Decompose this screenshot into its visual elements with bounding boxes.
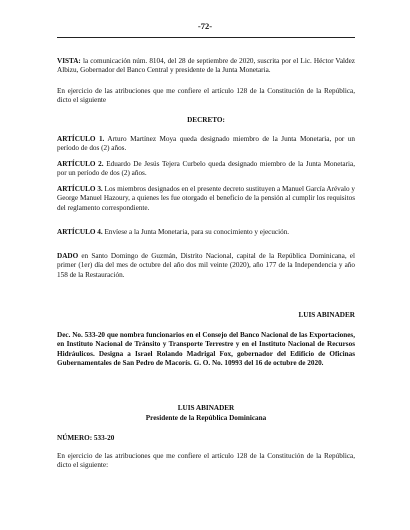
closing-intro-paragraph: En ejercicio de las atribuciones que me confiere el artículo 128 de la Constitución de la República, dicto el siguiente: [57, 452, 355, 470]
decree-summary: Dec. No. 533-20 que nombra funcionarios en el Consejo del Banco Nacional de las Exportaciones, en Instituto Nacional de Tránsito y Transporte Terrestre y en el Instituto Nacional de Recursos Hidráulicos. Designa a Israel Rolando Madrigal Fox, gobernador del Edificio de Oficinas Gubernamentales de San Pedro de Macorís. G. O. No. 10993 del 16 de octubre de 2020. [57, 331, 355, 368]
signature-block-name: LUIS ABINADER [177, 404, 235, 412]
article-text: Arturo Martínez Moya queda designado miembro de la Junta Monetaria, por un período de dos (2) años. [57, 135, 355, 153]
article-4 [57, 228, 355, 237]
article-label: ARTÍCULO 2. [57, 160, 104, 168]
article-1 [57, 135, 355, 154]
signature-name: LUIS ABINADER [298, 311, 355, 319]
article-label: ARTÍCULO 4. [57, 228, 103, 236]
intro-paragraph: En ejercicio de las atribuciones que me confiere el artículo 128 de la Constitución de la República, dicto el siguiente [57, 87, 355, 105]
page-number: -72- [197, 21, 213, 31]
vista-label: VISTA: [57, 57, 81, 65]
vista-text: la comunicación núm. 8104, del 28 de septiembre de 2020, suscrita por el Lic. Héctor Valdez Albizu, Gobernador del Banco Central y presidente de la Junta Monetaria. [57, 57, 355, 75]
dado-label: DADO [57, 252, 79, 260]
article-text: Envíese a la Junta Monetaria, para su conocimiento y ejecución. [102, 228, 290, 236]
article-label: ARTÍCULO 3. [57, 185, 103, 193]
article-text: Eduardo De Jesús Tejera Curbelo queda designado miembro de la Junta Monetaria, por un período de dos (2) años. [57, 160, 355, 178]
decree-number: NÚMERO: 533-20 [57, 434, 115, 442]
decreto-heading: DECRETO: [187, 116, 225, 124]
article-3 [57, 185, 355, 213]
vista-paragraph [57, 57, 355, 76]
article-text: Los miembros designados en el presente decreto sustituyen a Manuel García Arévalo y George Manuel Hazoury, a quienes les fue otorgado el beneficio de la pensión al cumplir los requisitos del reglamento correspondiente. [57, 185, 355, 212]
dado-text: en Santo Domingo de Guzmán, Distrito Nacional, capital de la República Dominicana, el primer (1er) día del mes de octubre del año dos mil veinte (2020), año 177 de la Independencia y año 158 de la Restauración. [57, 252, 355, 279]
header-rule [57, 37, 355, 38]
article-label: ARTÍCULO 1. [57, 135, 105, 143]
signature-block-title: Presidente de la República Dominicana [145, 414, 267, 422]
article-2 [57, 160, 355, 179]
dado-paragraph [57, 252, 355, 280]
